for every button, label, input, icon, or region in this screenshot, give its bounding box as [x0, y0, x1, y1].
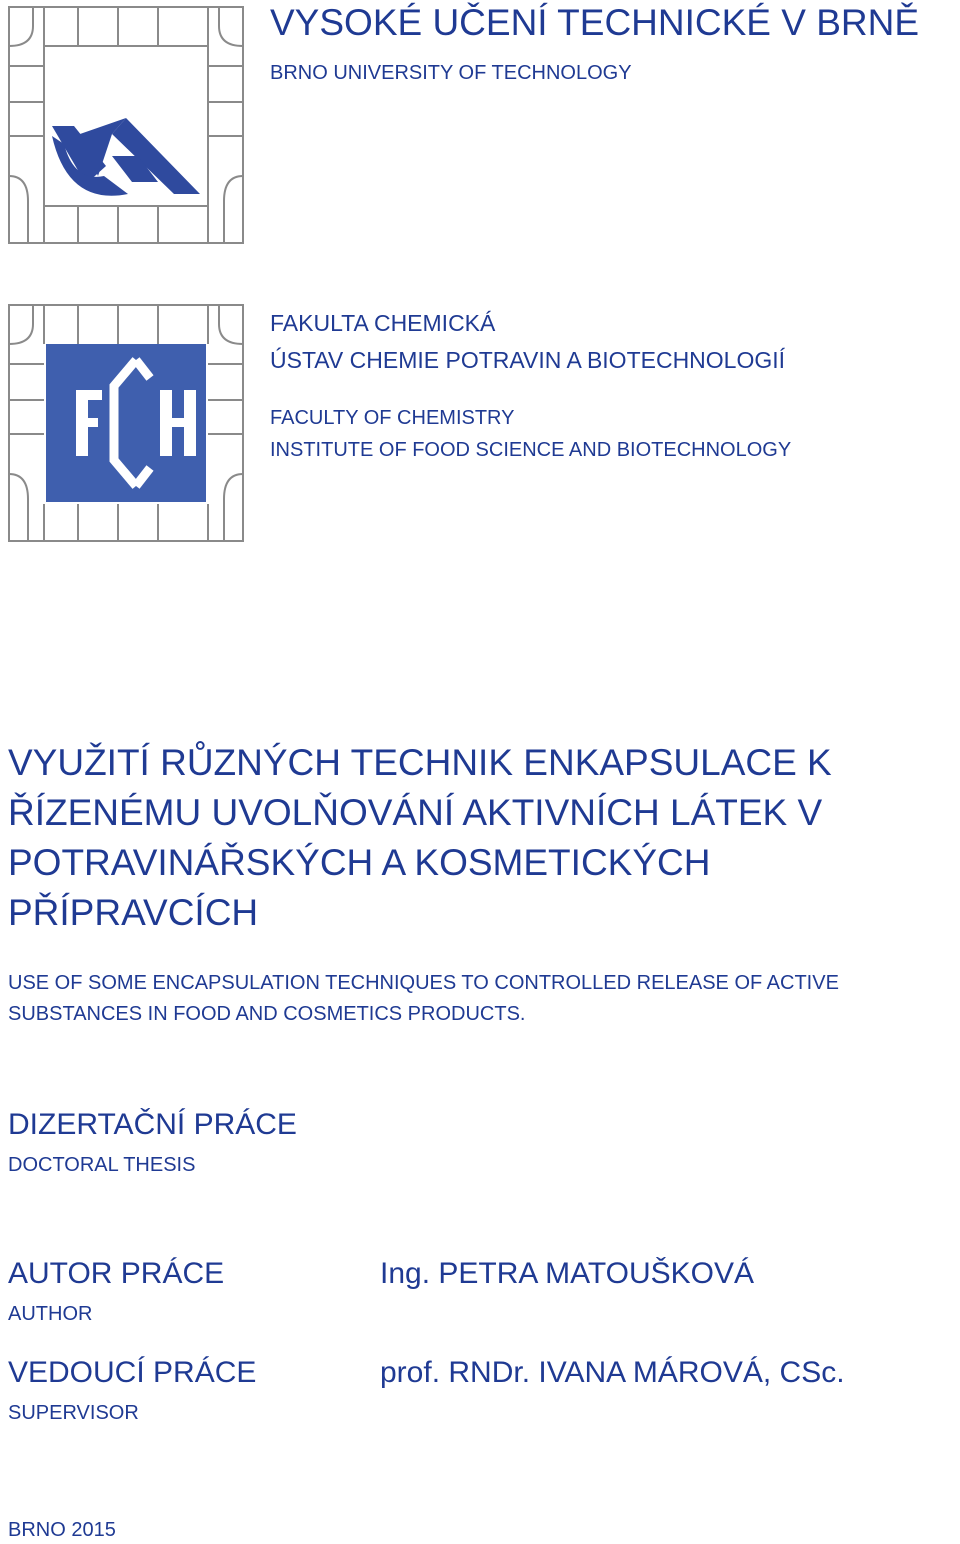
title-line: USE OF SOME ENCAPSULATION TECHNIQUES TO CONTROLLED RELEASE OF ACTIVE [8, 972, 839, 994]
author-label-en: AUTHOR [8, 1303, 93, 1325]
author-name: Ing. PETRA MATOUŠKOVÁ [380, 1257, 755, 1290]
supervisor-label-en: SUPERVISOR [8, 1402, 139, 1424]
faculty-name-en: FACULTY OF CHEMISTRY [270, 407, 515, 429]
thesis-type-en: DOCTORAL THESIS [8, 1154, 196, 1176]
title-line: VYUŽITÍ RŮZNÝCH TECHNIK ENKAPSULACE K [8, 742, 832, 783]
faculty-name-cz: FAKULTA CHEMICKÁ [270, 310, 496, 336]
thesis-title-cz [8, 738, 948, 938]
thesis-title-en [8, 968, 953, 1030]
vut-logo-icon [8, 6, 244, 244]
supervisor-name: prof. RNDr. IVANA MÁROVÁ, CSc. [380, 1356, 845, 1389]
thesis-type-cz: DIZERTAČNÍ PRÁCE [8, 1108, 297, 1141]
title-line: PŘÍPRAVCÍCH [8, 892, 259, 933]
author-label-cz: AUTOR PRÁCE [8, 1257, 225, 1290]
title-line: POTRAVINÁŘSKÝCH A KOSMETICKÝCH [8, 842, 711, 883]
fch-logo-icon [8, 304, 244, 542]
title-line: ŘÍZENÉMU UVOLŇOVÁNÍ AKTIVNÍCH LÁTEK V [8, 792, 823, 833]
supervisor-label-cz: VEDOUCÍ PRÁCE [8, 1356, 257, 1389]
place-year: BRNO 2015 [8, 1519, 116, 1541]
university-name-en: BRNO UNIVERSITY OF TECHNOLOGY [270, 62, 632, 84]
university-name-cz: VYSOKÉ UČENÍ TECHNICKÉ V BRNĚ [270, 2, 920, 43]
faculty-block-en [270, 402, 791, 466]
faculty-block-cz [270, 305, 785, 379]
institute-name-en: INSTITUTE OF FOOD SCIENCE AND BIOTECHNOLOGY [270, 439, 792, 461]
institute-name-cz: ÚSTAV CHEMIE POTRAVIN A BIOTECHNOLOGIÍ [270, 347, 786, 373]
title-line: SUBSTANCES IN FOOD AND COSMETICS PRODUCTS. [8, 1003, 526, 1025]
